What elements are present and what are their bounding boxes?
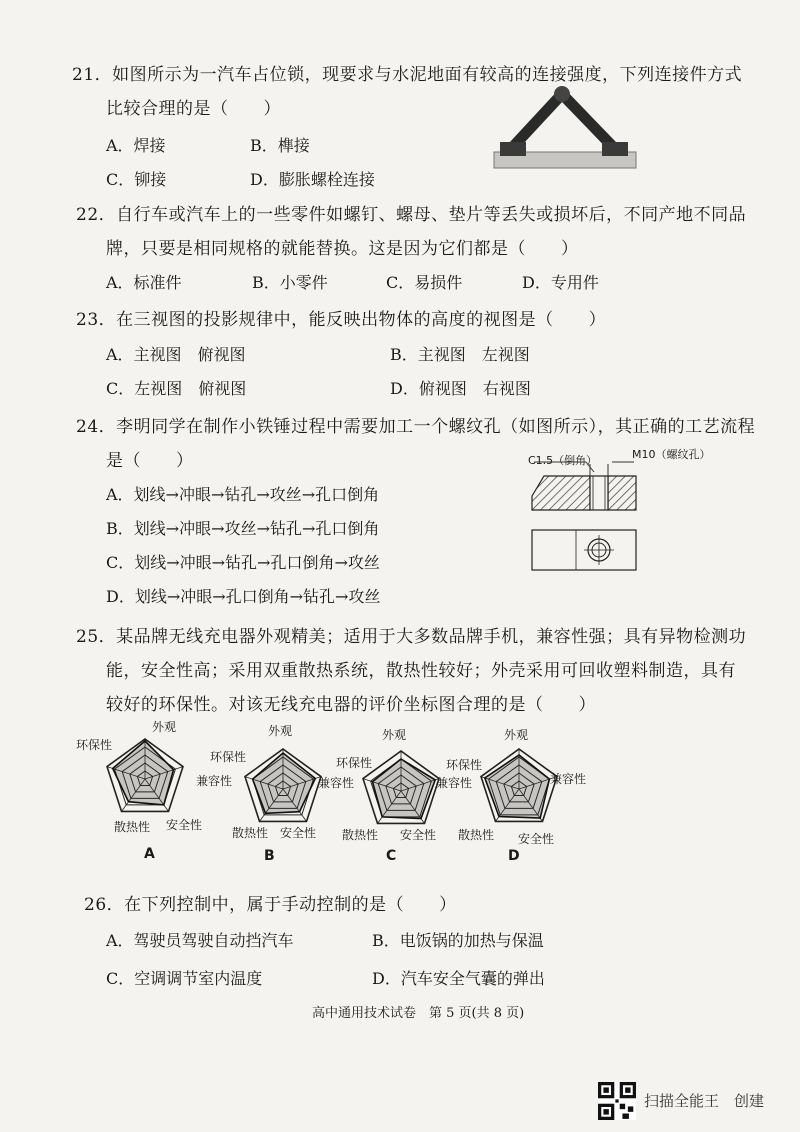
q24-option-b: B．划线→冲眼→攻丝→钻孔→孔口倒角 [106, 519, 380, 538]
q24-option-c: C．划线→冲眼→钻孔→孔口倒角→攻丝 [106, 553, 380, 572]
q26-option-c: C．空调调节室内温度 [106, 969, 263, 988]
chamfer-label: C1.5（倒角） [528, 454, 598, 467]
q26-stem: 26．在下列控制中，属于手动控制的是（ ） [84, 895, 457, 915]
q22-option-a: A．标准件 [106, 273, 182, 292]
radar-c-label-right: 兼容性 [436, 776, 473, 790]
q23-stem: 23．在三视图的投影规律中，能反映出物体的高度的视图是（ ） [76, 310, 607, 330]
radar-b-label-top: 外观 [268, 724, 293, 738]
q22-option-d: D．专用件 [522, 273, 599, 292]
radar-d-label-left: 环保性 [446, 758, 483, 772]
radar-a-label-top: 外观 [152, 720, 177, 734]
radar-chart-b [208, 722, 355, 870]
radar-a-label-right: 兼容性 [196, 774, 233, 788]
q21-stem-line2: 比较合理的是（ ） [106, 99, 281, 119]
radar-b-label-bl: 散热性 [232, 826, 269, 840]
q24-stem-line2: 是（ ） [106, 451, 194, 471]
radar-d-label-br: 安全性 [518, 832, 555, 846]
q24-option-a: A．划线→冲眼→钻孔→攻丝→孔口倒角 [106, 485, 380, 504]
radar-b-label-right: 兼容性 [318, 776, 355, 790]
radar-d-label-bl: 散热性 [458, 828, 495, 842]
q21-stem-line1: 21．如图所示为一汽车占位锁，现要求与水泥地面有较高的连接强度，下列连接件方式 [72, 65, 743, 85]
radar-a-label-bl: 散热性 [114, 820, 151, 834]
q21-option-c: C．铆接 [106, 170, 167, 189]
q23-option-b: B．主视图 左视图 [390, 345, 530, 364]
radar-evaluation-shape [373, 759, 436, 819]
radar-b-letter: B [264, 848, 275, 864]
q21-option-b: B．榫接 [250, 136, 310, 155]
radar-c-letter: C [386, 848, 397, 864]
parking-lock-image [490, 82, 640, 174]
q22-option-b: B．小零件 [252, 273, 328, 292]
radar-evaluation-shape [113, 741, 174, 805]
radar-b-label-left: 环保性 [210, 750, 247, 764]
qr-code-icon [598, 1082, 636, 1120]
radar-b-label-br: 安全性 [280, 826, 317, 840]
radar-evaluation-shape [253, 753, 316, 813]
radar-c-label-top: 外观 [382, 728, 407, 742]
radar-d-letter: D [508, 848, 520, 864]
q22-stem-line2: 牌，只要是相同规格的就能替换。这是因为它们都是（ ） [106, 239, 579, 259]
radar-a-letter: A [144, 846, 155, 862]
radar-d-label-right: 兼容性 [550, 772, 587, 786]
q23-option-d: D．俯视图 右视图 [390, 379, 531, 398]
q21-option-a: A．焊接 [106, 136, 166, 155]
q22-stem-line1: 22．自行车或汽车上的一些零件如螺钉、螺母、垫片等丢失或损坏后，不同产地不同品 [76, 205, 747, 225]
q26-option-a: A．驾驶员驾驶自动挡汽车 [106, 931, 294, 950]
radar-a [100, 734, 190, 824]
radar-chart-a [76, 718, 233, 866]
q25-stem-line3: 较好的环保性。对该无线充电器的评价坐标图合理的是（ ） [106, 695, 596, 715]
radar-d [474, 744, 564, 834]
q26-option-d: D．汽车安全气囊的弹出 [372, 969, 545, 988]
scanner-watermark: 扫描全能王 创建 [644, 1092, 765, 1110]
radar-chart-d [446, 726, 596, 874]
radar-d-label-top: 外观 [504, 728, 529, 742]
radar-a-label-br: 安全性 [166, 818, 203, 832]
q25-stem-line2: 能，安全性高；采用双重散热系统，散热性较好；外壳采用可回收塑料制造，具有 [106, 661, 736, 681]
q26-option-b: B．电饭锅的加热与保温 [372, 931, 544, 950]
thread-label: M10（螺纹孔） [632, 448, 711, 461]
page-footer: 高中通用技术试卷 第 5 页(共 8 页) [312, 1006, 525, 1021]
q23-option-c: C．左视图 俯视图 [106, 379, 247, 398]
q21-option-d: D．膨胀螺栓连接 [250, 170, 375, 189]
thread-hole-drawing [524, 458, 694, 578]
q24-option-d: D．划线→冲眼→孔口倒角→钻孔→攻丝 [106, 587, 381, 606]
radar-a-label-left: 环保性 [76, 738, 113, 752]
q24-stem-line1: 24．李明同学在制作小铁锤过程中需要加工一个螺纹孔（如图所示），其正确的工艺流程 [76, 417, 756, 437]
q25-stem-line1: 25．某品牌无线充电器外观精美；适用于大多数品牌手机，兼容性强；具有异物检测功 [76, 627, 747, 647]
radar-c-label-bl: 散热性 [342, 828, 379, 842]
q22-option-c: C．易损件 [386, 273, 463, 292]
radar-c-label-br: 安全性 [400, 828, 437, 842]
radar-c-label-left: 环保性 [336, 756, 373, 770]
radar-b [238, 744, 328, 834]
q23-option-a: A．主视图 俯视图 [106, 345, 246, 364]
